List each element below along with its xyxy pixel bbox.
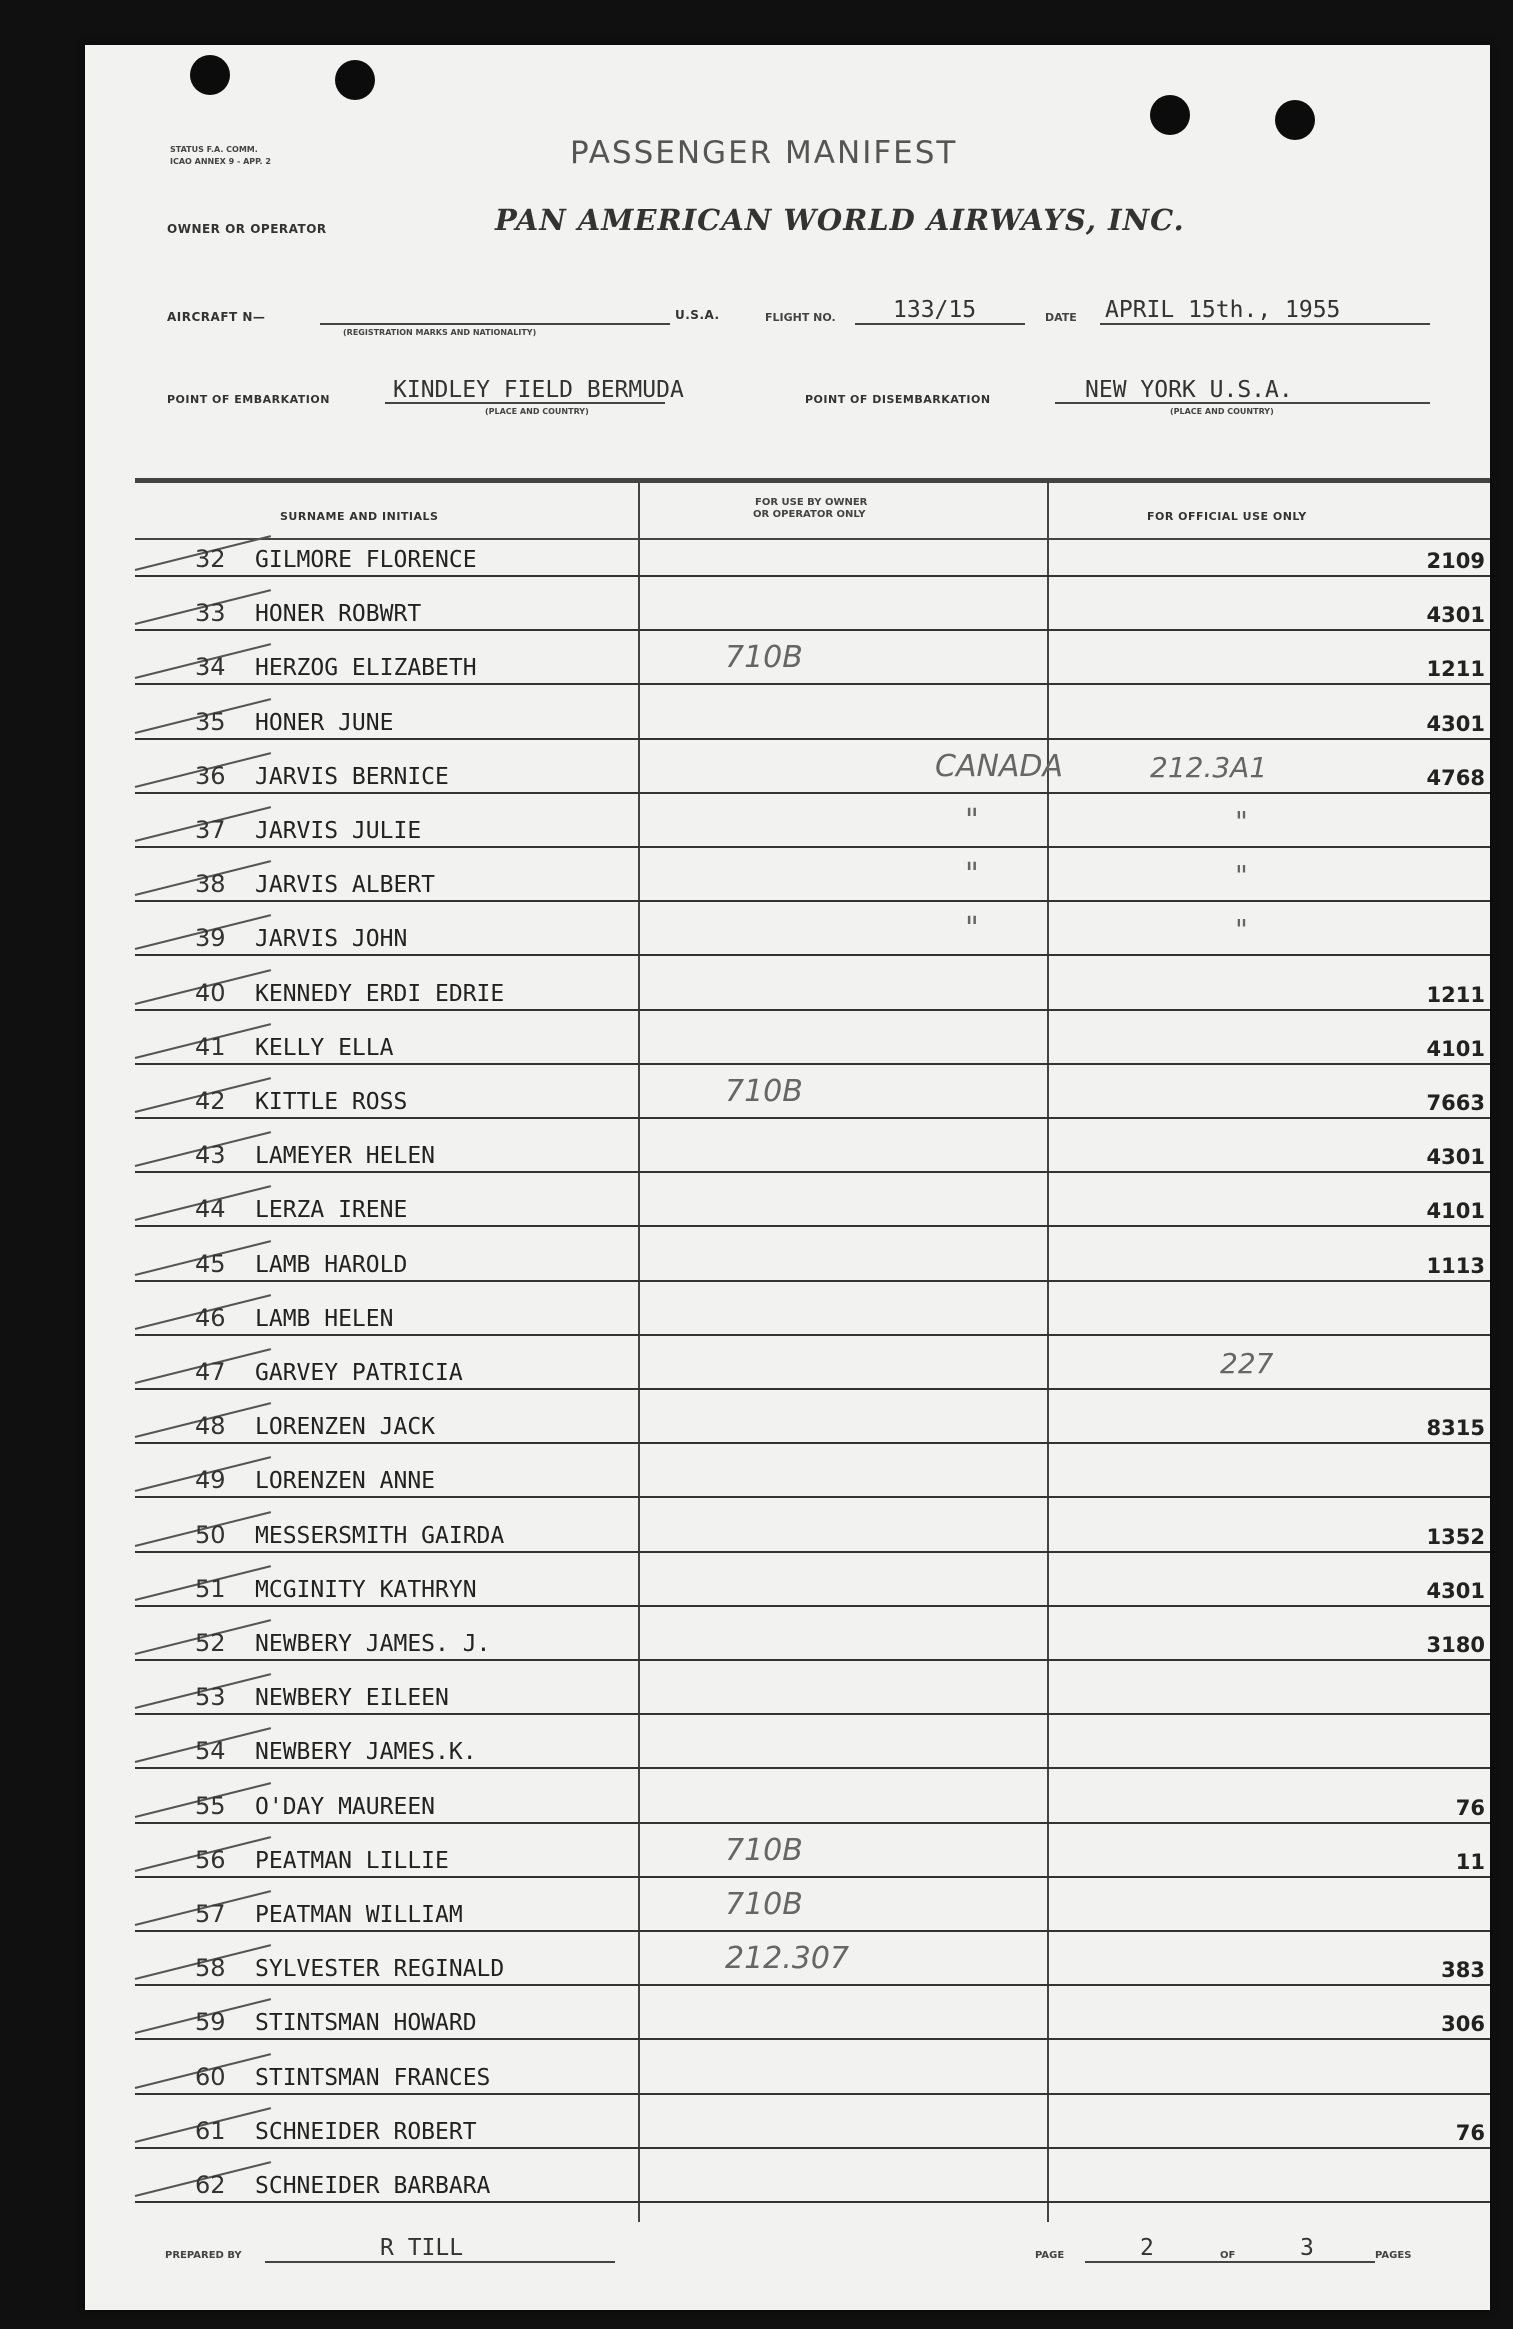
official-code: 2109 (1426, 549, 1485, 573)
passenger-row (135, 1986, 1490, 2040)
passenger-row (135, 2041, 1490, 2095)
passenger-row (135, 577, 1490, 631)
passenger-name: GARVEY PATRICIA (255, 1360, 463, 1386)
passenger-name: KENNEDY ERDI EDRIE (255, 980, 505, 1007)
passenger-name: STINTSMAN FRANCES (255, 2064, 491, 2091)
operator-note: " (965, 911, 979, 947)
passenger-number: 34 (195, 653, 226, 682)
passenger-number: 53 (195, 1683, 226, 1712)
passenger-row (135, 902, 1490, 956)
passenger-row (135, 631, 1490, 685)
official-code: 383 (1441, 1958, 1485, 1983)
official-code: 4101 (1426, 1036, 1485, 1061)
passenger-number: 59 (195, 2008, 226, 2037)
date-label: DATE (1045, 311, 1077, 324)
row-rule (135, 2201, 1490, 2203)
official-code: 1211 (1426, 982, 1485, 1007)
passenger-row (135, 1282, 1490, 1336)
of-label: OF (1220, 2250, 1236, 2261)
col-owner-use-1: FOR USE BY OWNER (755, 497, 868, 508)
passenger-row (135, 1878, 1490, 1932)
passenger-number: 42 (195, 1087, 226, 1115)
passenger-row (135, 1932, 1490, 1986)
passenger-number: 56 (195, 1845, 226, 1874)
passenger-number: 61 (195, 2116, 226, 2145)
prepared-value: R TILL (380, 2235, 464, 2261)
passenger-row (135, 1661, 1490, 1715)
official-code: 4301 (1426, 1145, 1485, 1170)
passenger-name: MESSERSMITH GAIRDA (255, 1522, 505, 1549)
date-value: APRIL 15th., 1955 (1105, 297, 1341, 323)
flight-label: FLIGHT NO. (765, 311, 836, 324)
official-code: 4768 (1426, 765, 1485, 790)
official-code: 8315 (1426, 1416, 1485, 1441)
passenger-number: 51 (195, 1574, 226, 1603)
passenger-row (135, 1715, 1490, 1769)
passenger-row (135, 957, 1490, 1011)
punch-hole (190, 55, 230, 95)
embark-caption: (PLACE AND COUNTRY) (485, 407, 589, 416)
official-code: 4101 (1426, 1199, 1485, 1224)
passenger-name: STINTSMAN HOWARD (255, 2010, 477, 2037)
passenger-row (135, 794, 1490, 848)
passenger-row (135, 1119, 1490, 1173)
passenger-number: 55 (195, 1791, 226, 1820)
official-code: 4301 (1426, 1578, 1485, 1603)
official-code: 76 (1455, 1795, 1485, 1820)
passenger-name: KITTLE ROSS (255, 1089, 408, 1115)
flight-line (855, 323, 1025, 325)
passenger-number: 33 (195, 599, 226, 628)
operator-note: 710B (725, 1074, 803, 1109)
passenger-number: 41 (195, 1032, 226, 1061)
passenger-name: JARVIS JOHN (255, 926, 408, 953)
official-note: 212.3A1 (1150, 750, 1268, 784)
col-owner-use-2: OR OPERATOR ONLY (753, 509, 866, 520)
punch-hole (1150, 95, 1190, 135)
passenger-row (135, 1553, 1490, 1607)
passenger-row (135, 848, 1490, 902)
passenger-name: HERZOG ELIZABETH (255, 655, 477, 682)
owner-label: OWNER OR OPERATOR (167, 222, 327, 236)
embark-label: POINT OF EMBARKATION (167, 393, 330, 406)
passenger-number: 57 (195, 1900, 226, 1928)
passenger-name: LAMEYER HELEN (255, 1143, 436, 1170)
passenger-row (135, 1444, 1490, 1498)
official-code: 11 (1455, 1849, 1485, 1874)
passenger-number: 32 (195, 545, 226, 573)
passenger-number: 39 (195, 924, 226, 953)
official-code: 1211 (1426, 657, 1485, 682)
operator-note: 710B (725, 640, 803, 676)
pages-label: PAGES (1375, 2250, 1412, 2261)
passenger-name: GILMORE FLORENCE (255, 547, 477, 573)
operator-note: " (965, 803, 979, 838)
passenger-row (135, 1824, 1490, 1878)
passenger-name: LERZA IRENE (255, 1197, 408, 1224)
passenger-row (135, 523, 1490, 577)
passenger-number: 58 (195, 1954, 226, 1983)
passenger-row (135, 1770, 1490, 1824)
passenger-name: LORENZEN ANNE (255, 1468, 436, 1495)
passenger-name: HONER JUNE (255, 709, 394, 736)
passenger-name: JARVIS BERNICE (255, 763, 449, 790)
passenger-row (135, 1173, 1490, 1227)
official-code: 4301 (1426, 711, 1485, 736)
official-note: 227 (1220, 1347, 1274, 1380)
passenger-row (135, 2095, 1490, 2149)
form-authority: STATUS F.A. COMM. (170, 145, 258, 154)
page-title: PASSENGER MANIFEST (570, 135, 958, 171)
operator-note: 710B (725, 1832, 803, 1868)
passenger-number: 44 (195, 1195, 226, 1224)
nationality: U.S.A. (675, 308, 720, 322)
manifest-sheet (85, 45, 1490, 2310)
passenger-row (135, 1499, 1490, 1553)
passenger-row (135, 1336, 1490, 1390)
passenger-number: 62 (195, 2171, 226, 2199)
passenger-number: 54 (195, 1737, 226, 1766)
passenger-name: KELLY ELLA (255, 1034, 394, 1061)
passenger-row (135, 1390, 1490, 1444)
passenger-name: LAMB HAROLD (255, 1251, 408, 1278)
passenger-number: 46 (195, 1303, 226, 1332)
table-top-rule (135, 478, 1490, 483)
official-note: " (1235, 859, 1248, 893)
official-code: 76 (1455, 2120, 1485, 2145)
passenger-number: 43 (195, 1141, 226, 1170)
passenger-row (135, 1011, 1490, 1065)
disembark-caption: (PLACE AND COUNTRY) (1170, 407, 1274, 416)
passenger-name: MCGINITY KATHRYN (255, 1576, 477, 1603)
owner-value: PAN AMERICAN WORLD AIRWAYS, INC. (495, 203, 1185, 237)
official-code: 1352 (1426, 1524, 1485, 1549)
official-code: 7663 (1426, 1091, 1485, 1115)
passenger-name: SCHNEIDER ROBERT (255, 2118, 477, 2145)
official-code: 4301 (1426, 603, 1485, 628)
operator-note: 710B (725, 1887, 803, 1922)
disembark-value: NEW YORK U.S.A. (1085, 377, 1293, 403)
passenger-name: LAMB HELEN (255, 1305, 394, 1332)
official-note: " (1235, 805, 1248, 838)
passenger-name: SYLVESTER REGINALD (255, 1956, 505, 1983)
passenger-name: PEATMAN WILLIAM (255, 1902, 463, 1928)
passenger-number: 60 (195, 2062, 226, 2091)
of-value: 3 (1300, 2235, 1314, 2261)
registration-caption: (REGISTRATION MARKS AND NATIONALITY) (343, 328, 537, 337)
passenger-number: 35 (195, 707, 226, 736)
form-icao: ICAO ANNEX 9 - APP. 2 (170, 157, 271, 166)
passenger-number: 36 (195, 761, 226, 790)
passenger-number: 37 (195, 816, 226, 844)
passenger-name: NEWBERY JAMES. J. (255, 1631, 491, 1657)
passenger-number: 49 (195, 1466, 226, 1495)
aircraft-label: AIRCRAFT N— (167, 310, 266, 324)
passenger-name: HONER ROBWRT (255, 601, 422, 628)
passenger-row (135, 686, 1490, 740)
passenger-number: 52 (195, 1629, 226, 1657)
embark-value: KINDLEY FIELD BERMUDA (393, 377, 684, 403)
official-code: 306 (1441, 2012, 1485, 2037)
passenger-name: JARVIS ALBERT (255, 872, 436, 899)
passenger-name: PEATMAN LILLIE (255, 1847, 449, 1874)
passenger-name: LORENZEN JACK (255, 1414, 436, 1441)
passenger-number: 45 (195, 1249, 226, 1278)
passenger-number: 40 (195, 978, 226, 1007)
official-code: 1113 (1426, 1253, 1485, 1278)
passenger-number: 50 (195, 1520, 226, 1549)
passenger-number: 38 (195, 870, 226, 899)
date-line (1100, 323, 1430, 325)
passenger-row (135, 1607, 1490, 1661)
passenger-row (135, 1228, 1490, 1282)
passenger-row (135, 740, 1490, 794)
disembark-line (1055, 402, 1430, 404)
punch-hole (1275, 100, 1315, 140)
official-code: 3180 (1426, 1633, 1485, 1657)
flight-value: 133/15 (893, 297, 977, 323)
passenger-name: NEWBERY JAMES.K. (255, 1739, 477, 1766)
operator-note: 212.307 (725, 1941, 850, 1977)
official-note: " (1235, 913, 1248, 947)
page-value: 2 (1140, 2235, 1154, 2261)
operator-note: " (965, 857, 979, 893)
passenger-number: 47 (195, 1358, 226, 1386)
col-official: FOR OFFICIAL USE ONLY (1147, 510, 1307, 523)
passenger-name: NEWBERY EILEEN (255, 1685, 449, 1712)
passenger-number: 48 (195, 1412, 226, 1441)
prepared-label: PREPARED BY (165, 2250, 242, 2261)
disembark-label: POINT OF DISEMBARKATION (805, 393, 991, 406)
page-line (1085, 2261, 1375, 2263)
passenger-name: JARVIS JULIE (255, 818, 422, 844)
passenger-row (135, 2149, 1490, 2203)
embark-line (385, 402, 665, 404)
col-surname: SURNAME AND INITIALS (280, 510, 439, 523)
passenger-name: SCHNEIDER BARBARA (255, 2173, 491, 2199)
page-label: PAGE (1035, 2250, 1065, 2261)
punch-hole (335, 60, 375, 100)
operator-note: CANADA (935, 748, 1064, 784)
passenger-name: O'DAY MAUREEN (255, 1793, 436, 1820)
prepared-line (265, 2261, 615, 2263)
passenger-row (135, 1065, 1490, 1119)
aircraft-line (320, 323, 670, 325)
